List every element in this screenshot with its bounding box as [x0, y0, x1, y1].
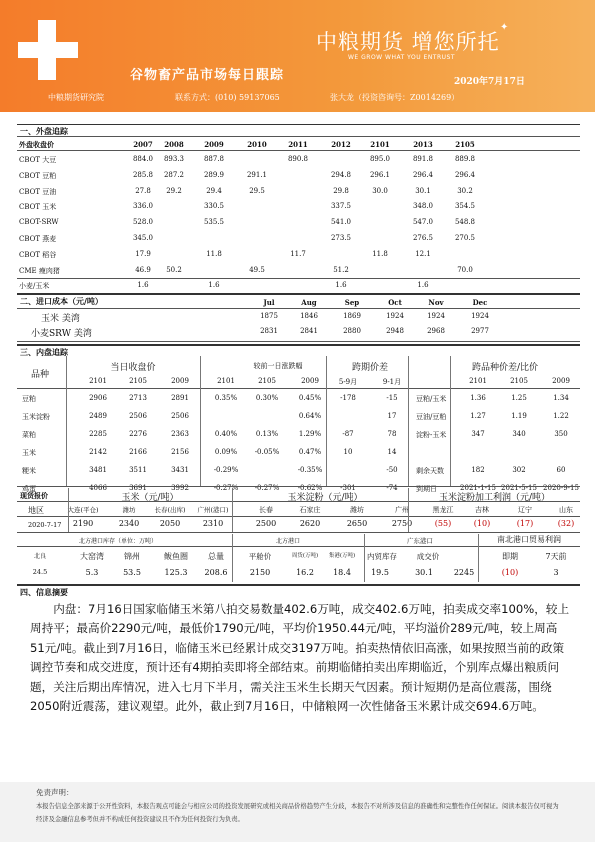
processing-profit: (55) [434, 519, 452, 528]
table-cell: 2968 [427, 327, 445, 335]
close-cell: 2891 [171, 394, 189, 402]
table-cell: 30.1 [415, 186, 431, 195]
table-cell: 70.0 [457, 265, 473, 274]
processing-profit: (32) [557, 519, 575, 528]
table-cell: 296.4 [454, 170, 476, 179]
table-divider [232, 488, 233, 533]
disclaimer-title: 免责声明： [36, 788, 74, 797]
pair-label: 剩余天数 [416, 467, 444, 475]
column-header: 2007 [133, 140, 153, 149]
ratio-cell: 2020-9-15 [543, 484, 579, 492]
region-label: 地区 [28, 506, 44, 515]
starch-price: 2620 [299, 519, 321, 528]
ratio-cell: 182 [471, 466, 485, 474]
close-cell: 3431 [171, 466, 189, 474]
table-cell: 1924 [471, 312, 489, 320]
spread-cell: 78 [387, 430, 397, 438]
north-value: 208.6 [204, 568, 228, 577]
table-cell: 535.5 [203, 218, 225, 227]
change-cell: -0.35% [297, 466, 323, 474]
sparkle-icon: ✦ [500, 22, 509, 33]
group-header: 跨期价差 [351, 363, 388, 373]
column-header: 2013 [413, 140, 433, 149]
close-cell: 3691 [129, 484, 147, 492]
table-cell: 337.5 [330, 202, 352, 211]
table-cell: 547.0 [412, 218, 434, 227]
table-cell: 1869 [343, 312, 361, 320]
column-header: 2010 [247, 140, 267, 149]
change-cell: 0.45% [298, 394, 322, 402]
column-header: 2009 [204, 140, 224, 149]
table-cell: 541.0 [330, 218, 352, 227]
table-cell: 348.0 [412, 202, 434, 211]
sub-header: 2101 [217, 377, 235, 385]
sub-header: 2101 [89, 377, 107, 385]
table-cell: 29.5 [249, 186, 265, 195]
table-cell: 1.6 [417, 281, 429, 290]
table-cell: 276.5 [412, 234, 434, 242]
disclaimer-text: 本报告信息全部来源于公开性资料，本报告观点可能会与相应公司的投资发展研究或相关商品价格趋势产生分歧，本报告不对所涉及信息的准确性和完整性作任何保证。阅读本报告仅可视为经济及金融信息参考但并不构成任何投资建议且不作为任何投资行为负责。 [36, 803, 559, 823]
change-cell: -0.62% [297, 484, 323, 492]
report-title: 谷物畜产品市场每日跟踪 [130, 68, 285, 83]
pair-label: 淀粉-玉米 [416, 431, 447, 439]
north-port-value: 16.2 [296, 568, 314, 577]
table-cell: 49.5 [249, 265, 265, 274]
table-cell: 2880 [343, 327, 361, 335]
north-port-header: 平舱价 [248, 552, 272, 561]
corn-region: 长春(出库) [154, 506, 186, 514]
close-cell: 3511 [129, 466, 147, 474]
table-divider [232, 534, 233, 582]
table-divider [326, 356, 327, 486]
column-header: 2011 [288, 140, 308, 149]
table-cell: 50.2 [166, 265, 182, 274]
institute-name: 中粮期货研究院 [48, 93, 104, 102]
section4-title: 四、信息摘要 [17, 584, 580, 599]
table-cell: 29.8 [333, 186, 349, 195]
table-cell: 893.3 [163, 155, 185, 163]
table-cell: 29.2 [166, 186, 182, 195]
table-corner-label: 外盘收盘价 [19, 140, 54, 149]
sub-header: 2105 [510, 377, 528, 385]
starch-region: 广州 [395, 506, 409, 514]
ratio-cell: 350 [554, 430, 568, 438]
column-header: Dec [472, 298, 488, 307]
starch-price: 2750 [391, 519, 413, 528]
ratio-cell: 1.34 [553, 394, 569, 402]
change-cell: 0.40% [214, 430, 238, 438]
table-divider [450, 356, 451, 486]
column-header: 2008 [164, 140, 184, 149]
profit-region: 吉林 [475, 506, 489, 514]
north-value: 24.5 [32, 568, 48, 576]
table-cell: 1924 [427, 312, 445, 320]
column-header: 2101 [370, 140, 390, 149]
table-cell: 2841 [300, 327, 318, 335]
change-cell: 0.64% [298, 412, 322, 420]
row-label: CBOT 玉米 [19, 203, 57, 212]
ratio-cell: 347 [471, 430, 485, 438]
north-value: 5.3 [85, 568, 99, 577]
close-cell: 2142 [89, 448, 107, 456]
row-label: 小麦SRW 美湾 [31, 329, 92, 339]
table-cell: 11.8 [206, 249, 222, 258]
table-cell: 895.0 [369, 155, 391, 163]
sub-header: 2009 [301, 377, 319, 385]
row-label: CBOT 稻谷 [19, 250, 57, 259]
table-cell: 354.5 [454, 202, 476, 211]
table-cell: 1.6 [137, 281, 149, 290]
north-header: 大窑湾 [80, 552, 104, 561]
corn-price: 2310 [202, 519, 224, 528]
table-divider [364, 534, 365, 582]
guangdong-value: 2245 [453, 568, 475, 577]
close-cell: 2156 [171, 448, 189, 456]
north-header: 锦州 [124, 552, 140, 561]
ratio-cell: 1.19 [511, 412, 527, 420]
table-rule [17, 388, 580, 389]
table-cell: 891.8 [412, 155, 434, 163]
table-cell: 285.8 [132, 170, 154, 179]
row-label: 玉米 [22, 449, 36, 457]
table-cell: 1875 [260, 312, 278, 320]
corn-region: 潍坊 [122, 506, 136, 514]
column-header: 2105 [455, 140, 475, 149]
north-value: 125.3 [164, 568, 188, 577]
close-cell: 2713 [129, 394, 147, 402]
ratio-cell: 340 [512, 430, 526, 438]
news-summary: 内盘：7月16日国家临储玉米第八拍交易数量402.6万吨，成交402.6万吨，拍卖成交率100%，较上周持平；最高价2290元/吨，最低价1790元/吨，平均价1950.44元/吨，平均溢价289元/吨，较上周高51元/吨。截止到7月16日，临储玉米已经累计成交3197万吨。拍卖热情依旧高涨，如果按照当前的政策调控节奏和成交进度，预计还有4期拍卖即将全部结束。前期临储拍卖出库期临近，个别库点爆出粮质问题，关注后期出库情况，进入七月下半月，需关注玉米生长期天气因素。预计短期仍是高位震荡，围绕2050附近震荡，建议观望。此外，截止到7月16日，中储粮网一次性储备玉米累计成交694.6万吨。 [30, 602, 570, 714]
guangdong-value: 19.5 [371, 568, 389, 577]
ratio-cell: 1.36 [470, 394, 486, 402]
starch-region: 石家庄 [299, 506, 321, 514]
table-cell: 11.8 [372, 249, 388, 258]
table-divider [478, 534, 479, 582]
guangdong-header: 内贸库存 [367, 552, 397, 561]
close-cell: 4066 [89, 484, 107, 492]
north-value: 53.5 [123, 568, 141, 577]
corn-price: 2340 [118, 519, 140, 528]
table-divider [68, 488, 69, 533]
table-cell: 2948 [386, 327, 404, 335]
starch-region: 潍坊 [350, 506, 364, 514]
group-header: 北方港口库存（单位：万吨） [78, 538, 157, 545]
north-port-header: 周货(万吨) [291, 553, 319, 559]
north-header: 总量 [208, 552, 224, 561]
table-cell: 289.9 [203, 170, 225, 179]
close-cell: 2285 [89, 430, 107, 438]
table-rule [17, 308, 580, 309]
north-header: 北良 [33, 553, 46, 560]
spread-cell: 10 [343, 448, 353, 456]
spread-cell: -178 [340, 394, 356, 402]
column-header: Oct [388, 298, 402, 307]
table-cell: 51.2 [333, 265, 349, 274]
row-label: 豆粕 [22, 395, 36, 403]
brand-name: 中粮期货 增您所托 [316, 30, 500, 54]
row-header: 品种 [31, 370, 50, 380]
spread-cell: 14 [387, 448, 397, 456]
sub-header: 9-1月 [382, 378, 402, 386]
row-label: CBOT 大豆 [19, 156, 57, 164]
ratio-cell: 1.22 [553, 412, 569, 420]
table-cell: 30.0 [372, 186, 388, 195]
table-cell: 296.1 [369, 170, 391, 179]
sub-header: 2101 [469, 377, 487, 385]
row-label: 菜粕 [22, 431, 36, 439]
spread-cell: -87 [342, 430, 354, 438]
ratio-cell: 302 [512, 466, 526, 474]
row-label: 玉米淀粉 [22, 413, 50, 421]
group-header: 跨品种价差/比价 [471, 363, 539, 373]
row-label: 粳米 [22, 467, 36, 475]
guangdong-header: 成交价 [416, 552, 440, 561]
group-header: 广东港口 [407, 537, 433, 545]
south-header: 即期 [502, 552, 518, 561]
pair-label: 豆粕/玉米 [416, 395, 447, 403]
south-value: 3 [553, 568, 559, 577]
row-label: CBOT 燕麦 [19, 235, 57, 243]
table-cell: 2977 [471, 327, 489, 335]
close-cell: 2506 [171, 412, 189, 420]
table-cell: 1.6 [335, 281, 347, 290]
starch-price: 2500 [255, 519, 277, 528]
ratio-cell: 1.25 [511, 394, 527, 402]
ratio-cell: 2021-1-15 [460, 484, 496, 492]
table-cell: 889.8 [454, 155, 476, 163]
column-header: Nov [428, 298, 444, 307]
profit-region: 辽宁 [518, 506, 532, 514]
processing-profit: (10) [473, 519, 491, 528]
row-label: 鸡蛋 [22, 485, 36, 493]
north-port-header: 集港(万吨) [328, 553, 356, 559]
table-cell: 27.8 [135, 186, 151, 195]
south-value: (10) [501, 568, 519, 577]
close-cell: 2166 [129, 448, 147, 456]
table-rule [17, 341, 580, 342]
south-header: 7天前 [545, 552, 567, 561]
ratio-cell: 60 [556, 466, 566, 474]
close-cell: 2363 [171, 430, 189, 438]
group-header: 较前一日涨跌幅 [253, 362, 303, 370]
spread-cell: -74 [386, 484, 398, 492]
group-header: 当日收盘价 [110, 363, 156, 373]
spread-cell: -50 [386, 466, 398, 474]
change-cell: -0.05% [254, 448, 280, 456]
table-cell: 887.8 [203, 155, 225, 163]
row-label: CBOT 豆油 [19, 187, 57, 196]
table-cell: 30.2 [457, 186, 473, 195]
table-cell: 1.6 [208, 281, 220, 290]
sub-header: 2105 [129, 377, 147, 385]
close-cell: 2276 [129, 430, 147, 438]
table-rule [17, 501, 580, 502]
close-cell: 2489 [89, 412, 107, 420]
table-cell: 287.2 [163, 170, 185, 179]
change-cell: -0.27% [254, 484, 280, 492]
table-cell: 548.8 [454, 218, 476, 227]
table-rule [17, 150, 580, 151]
table-cell: 1924 [386, 312, 404, 320]
group-header: 玉米淀粉加工利润（元/吨） [438, 493, 551, 503]
processing-profit: (17) [516, 519, 534, 528]
sub-header: 2009 [552, 377, 570, 385]
ratio-cell: 1.27 [470, 412, 486, 420]
spot-date: 2020-7-17 [28, 521, 62, 529]
section1-title: 一、外盘追踪 [17, 124, 580, 138]
row-label: CME 瘦肉猪 [19, 266, 60, 275]
sub-header: 5-9月 [338, 378, 358, 386]
spread-cell: 17 [387, 412, 397, 420]
table-divider [200, 356, 201, 486]
table-cell: 12.1 [415, 249, 431, 258]
row-label: 玉米 美湾 [41, 314, 80, 324]
table-cell: 330.5 [203, 202, 225, 211]
ratio-cell: 2021-5-15 [501, 484, 537, 492]
table-rule [17, 516, 580, 517]
brand-slogan: WE GROW WHAT YOU ENTRUST [348, 54, 456, 61]
column-header: Jul [263, 298, 275, 307]
plus-logo-icon [18, 20, 78, 80]
table-divider [408, 488, 409, 533]
table-cell: 29.4 [206, 186, 222, 195]
table-cell: 884.0 [132, 155, 154, 163]
north-port-value: 2150 [249, 568, 271, 577]
row-label: CBOT 豆粕 [19, 171, 57, 180]
table-cell: 46.9 [135, 265, 151, 274]
section3-title: 三、内盘追踪 [17, 344, 580, 359]
column-header: Aug [301, 298, 317, 307]
corn-region: 广州(港口) [197, 506, 229, 514]
close-cell: 2506 [129, 412, 147, 420]
profit-region: 山东 [559, 506, 573, 514]
table-divider [408, 356, 409, 486]
corn-price: 2050 [159, 519, 181, 528]
table-cell: 1846 [300, 312, 318, 320]
table-cell: 17.9 [135, 249, 151, 258]
table-rule [17, 486, 580, 487]
pair-label: 到期日 [416, 485, 437, 493]
corn-price: 2190 [72, 519, 94, 528]
change-cell: -0.29% [213, 466, 239, 474]
north-port-value: 18.4 [333, 568, 351, 577]
change-cell: -0.27% [213, 484, 239, 492]
table-cell: 345.0 [132, 234, 154, 242]
profit-region: 黑龙江 [432, 506, 454, 514]
group-header: 玉米淀粉（元/吨） [287, 493, 363, 503]
change-cell: 0.13% [255, 430, 279, 438]
group-header: 玉米（元/吨） [121, 493, 179, 503]
table-cell: 291.1 [246, 170, 268, 179]
close-cell: 3992 [171, 484, 189, 492]
table-cell: 270.5 [454, 234, 476, 242]
change-cell: 0.47% [298, 448, 322, 456]
north-header: 鲅鱼圈 [164, 552, 188, 561]
corn-region: 大连(平仓) [67, 506, 99, 514]
starch-price: 2650 [346, 519, 368, 528]
report-date: 2020年7月17日 [454, 77, 525, 87]
pair-label: 豆油/豆粕 [416, 413, 447, 421]
table-cell: 2831 [260, 327, 278, 335]
column-header: 2012 [331, 140, 351, 149]
close-cell: 2906 [89, 394, 107, 402]
starch-region: 长春 [259, 506, 273, 514]
row-label: CBOT-SRW [19, 218, 59, 227]
change-cell: 1.29% [298, 430, 322, 438]
table-rule [17, 278, 580, 279]
guangdong-value: 30.1 [415, 568, 433, 577]
row-label: 小麦/玉米 [19, 282, 50, 291]
spread-cell: -15 [386, 394, 398, 402]
group-header: 北方港口 [275, 538, 300, 545]
table-rule [17, 546, 580, 547]
table-rule [17, 532, 580, 533]
table-cell: 528.0 [132, 218, 154, 227]
table-cell: 273.5 [330, 234, 352, 242]
table-divider [66, 356, 67, 486]
change-cell: 0.30% [255, 394, 279, 402]
sub-header: 2009 [171, 377, 189, 385]
group-header: 南北港口贸易利润 [497, 535, 561, 544]
section2-title: 二、进口成本（元/吨） [17, 293, 580, 308]
spread-cell: -301 [340, 484, 356, 492]
column-header: Sep [344, 298, 360, 307]
table-cell: 294.8 [330, 170, 352, 179]
table-cell: 11.7 [290, 249, 306, 258]
change-cell: 0.35% [214, 394, 238, 402]
spot-label: 现货报价 [20, 491, 48, 500]
contact-info: 联系方式：(010) 59137065 [175, 93, 280, 102]
table-cell: 296.4 [412, 170, 434, 179]
sub-header: 2105 [258, 377, 276, 385]
change-cell: 0.09% [214, 448, 238, 456]
analyst-info: 张大龙（投资咨询号：Z0014269） [330, 93, 460, 102]
close-cell: 3481 [89, 466, 107, 474]
table-cell: 890.8 [287, 155, 309, 163]
table-cell: 336.0 [132, 202, 154, 211]
